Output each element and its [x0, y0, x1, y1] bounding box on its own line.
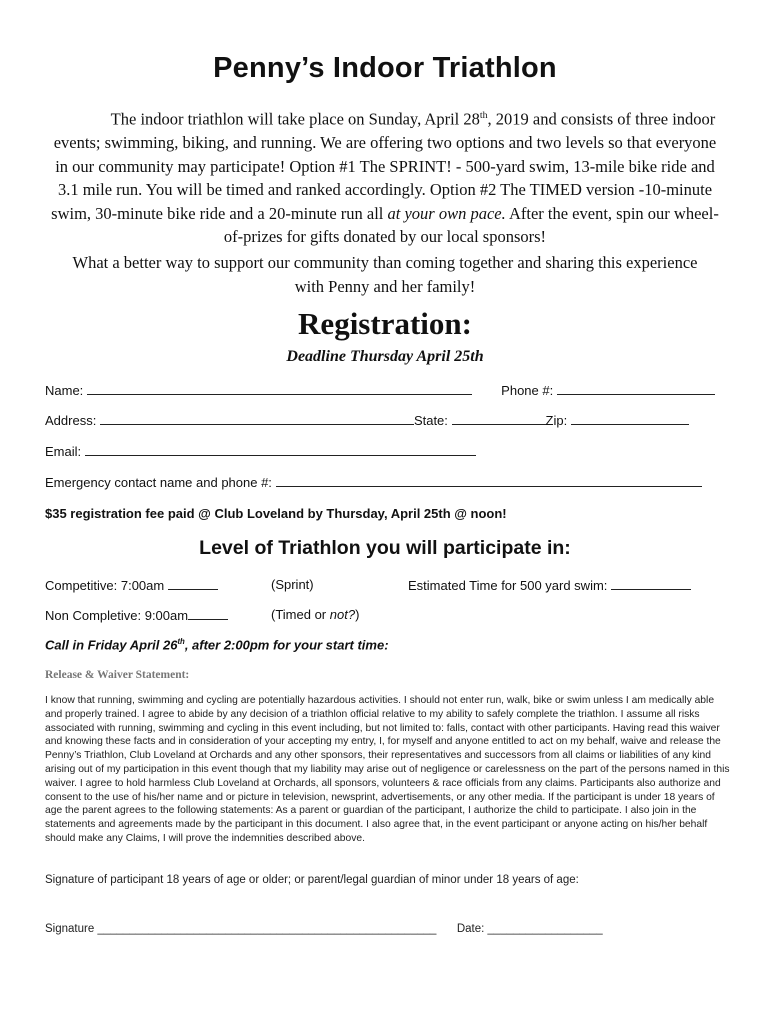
level-title: Level of Triathlon you will participate in:: [199, 537, 571, 559]
name-phone-row: [45, 382, 715, 398]
competitive-label: Competitive: 7:00am: [45, 578, 165, 593]
competitive-row: [45, 577, 218, 593]
intro-paragraph-2: What a better way to support our community than coming together and sharing this experience with Penny and her family!: [72, 253, 698, 296]
signature-row: [45, 923, 603, 935]
state-field[interactable]: [452, 412, 546, 425]
zip-label: Zip:: [545, 413, 568, 428]
estimated-time-field[interactable]: [611, 577, 691, 590]
date-field[interactable]: __________________: [487, 923, 603, 935]
address-row: [45, 412, 689, 428]
address-label: Address:: [45, 413, 97, 428]
phone-label: Phone #:: [501, 383, 554, 398]
waiver-heading: Release & Waiver Statement:: [45, 669, 190, 681]
email-row: [45, 443, 476, 459]
intro-text-3: After the event, spin our wheel-of-prizes for gifts donated by our local sponsors!: [223, 203, 719, 247]
noncompetitive-type-italic: not?: [329, 607, 356, 622]
intro-text-2: , 2019 and consists of three indoor events; swimming, biking, and running. We are offering two options and two levels so that everyone in our community may participate! Option #1 The SPRINT! - 500-yard swim, 13-mile bike ride and 3.1 mile run. You will be timed and ranked accordingly. Option #2 The TIMED version -10-minute swim, 30-minute bike ride and a 20-minute run all: [51, 109, 717, 223]
signature-field[interactable]: _____________________________________________________: [97, 923, 437, 935]
estimated-time-label: Estimated Time for 500 yard swim:: [408, 578, 608, 593]
noncompetitive-row: [45, 607, 228, 623]
signature-note: Signature of participant 18 years of age or older; or parent/legal guardian of minor under 18 years of age:: [45, 874, 579, 886]
email-label: Email:: [45, 444, 82, 459]
signature-label: Signature: [45, 923, 95, 935]
call-in-text: Call in Friday April 26: [45, 637, 178, 653]
call-in-note: [45, 637, 389, 652]
competitive-type: (Sprint): [271, 577, 314, 592]
name-field[interactable]: [87, 382, 472, 395]
estimated-time-row: [408, 577, 691, 593]
call-in-text-2: , after 2:00pm for your start time:: [184, 637, 389, 653]
phone-field[interactable]: [557, 382, 715, 395]
intro-paragraph: [46, 104, 724, 249]
intro-sup: th: [479, 110, 488, 121]
noncompetitive-type: [271, 607, 359, 622]
registration-title: Registration:: [298, 306, 472, 341]
zip-field[interactable]: [571, 412, 689, 425]
waiver-text: I know that running, swimming and cycling are potentially hazardous activities. I should not enter run, walk, bike or swim unless I am medically able and properly trained. I agree to abide by any decision of a triathlon official relative to my ability to safely complete the triathlon. I assume all risks associated with running, swimming and cycling in this event including, but not limited to: falls, contact with other participants. Having read this waiver and knowing these facts and in consideration of your accepting my entry, I, for myself and anyone entitled to act on my behalf, waive and release the Penny’s Triathlon, Club Loveland at Orchards and any other sponsors, their representatives and successors from all claims or liabilities of any kind arising out of my participation in this event though that my liability may arise out of negligence or carelessness on the part of the persons named in this waiver. I agree to hold harmless Club Loveland at Orchards, all sponsors, volunteers & race officials from any claims. Participants also authorize and consent to the use of his/her name and or picture in television, newsprint, advertisements, or any other media. If the participant is under 18 years of age the parent agrees to the following statements: As a parent or guardian of the participant, I authorize the child to participate. I also join in the statements and agreements made by the participant in this document. I also agree that, in the event participant or anyone acting on his/her behalf should make any Claims, I will prove the indemnities described above.: [45, 695, 730, 844]
intro-text-1: The indoor triathlon will take place on Sunday, April 28: [110, 109, 480, 129]
date-label: Date:: [456, 923, 485, 935]
emergency-row: [45, 474, 702, 490]
noncompetitive-label: Non Completive: 9:00am: [45, 608, 189, 623]
emergency-label: Emergency contact name and phone #:: [45, 475, 272, 490]
name-label: Name:: [45, 383, 84, 398]
fee-note: $35 registration fee paid @ Club Loveland by Thursday, April 25th @ noon!: [45, 506, 507, 521]
noncompetitive-field[interactable]: [188, 607, 228, 620]
noncompetitive-type-text: (Timed or: [271, 607, 330, 622]
noncompetitive-type-close: ): [355, 607, 360, 622]
registration-deadline: Deadline Thursday April 25th: [286, 348, 484, 365]
email-field[interactable]: [85, 443, 476, 456]
state-label: State:: [413, 413, 448, 428]
page-title: Penny’s Indoor Triathlon: [213, 52, 557, 84]
address-field[interactable]: [100, 412, 414, 425]
competitive-field[interactable]: [168, 577, 218, 590]
emergency-field[interactable]: [276, 474, 702, 487]
call-in-sup: th: [177, 637, 185, 646]
intro-italic: at your own pace.: [387, 203, 506, 223]
